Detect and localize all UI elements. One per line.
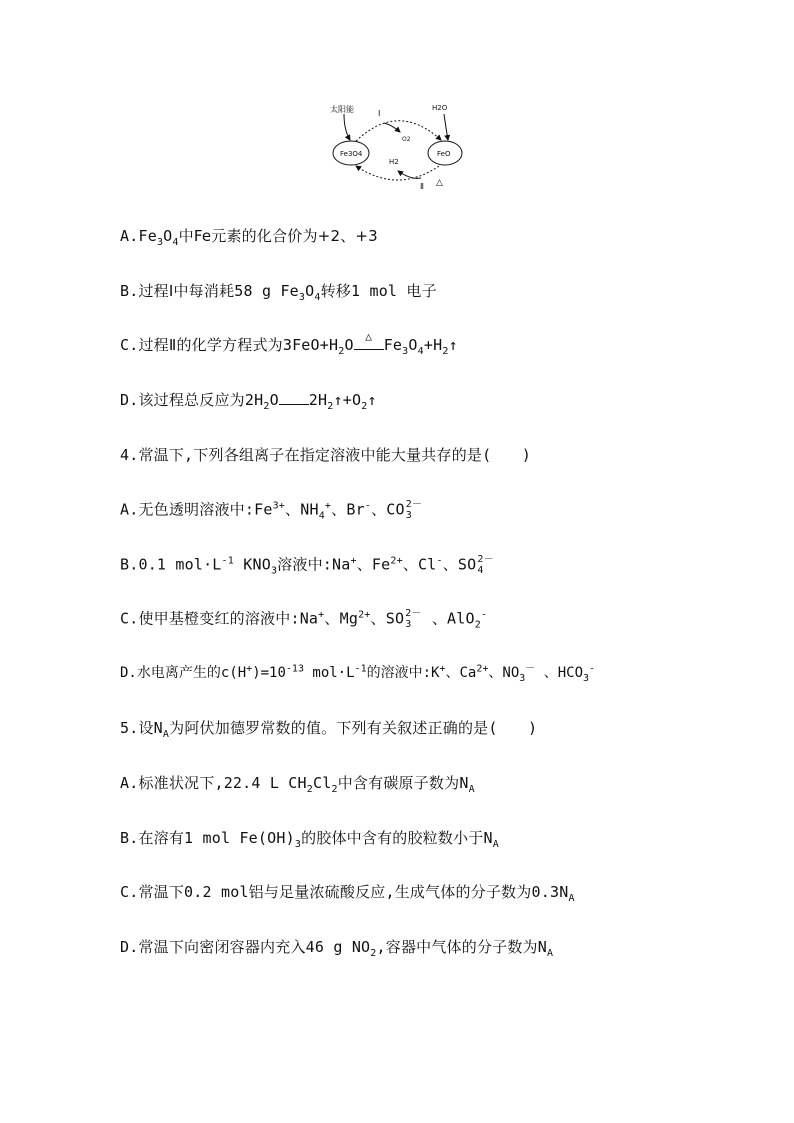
text: C.过程Ⅱ的化学方程式为3FeO+H [120,336,339,354]
charge-stack [477,554,493,576]
text: 的溶液中:K [366,665,440,681]
h2o-label: H2O [432,104,448,112]
delta-label: △ [436,178,443,188]
sub: 4 [477,565,484,576]
sup: + [439,663,446,675]
text: D.常温下向密闭容器内充入46 g NO [120,938,371,956]
text: B.0.1 mol·L [120,555,222,574]
feo-label: FeO [437,150,451,158]
sub: 2 [361,401,368,412]
h2-label: H2 [389,158,399,166]
q5-option-a [120,773,475,793]
heat-symbol: △ [365,330,373,343]
text: 、SO [370,609,405,628]
text: ↑ [367,391,377,409]
sub: 2 [474,619,481,631]
step2-label: Ⅱ [420,182,424,191]
charge: 2－ [405,499,423,510]
sup: － [525,663,536,675]
sub: 3 [583,672,590,684]
sub: 2 [327,401,334,412]
text: 的胶体中含有的胶粒数小于N [301,829,493,847]
sun-arrow [344,114,350,140]
text: C.使甲基橙变红的溶液中:Na [120,609,319,628]
sup: - [364,500,372,512]
q4-option-d [120,663,595,683]
q3-option-d [120,390,377,410]
sub: 2 [338,346,345,357]
sub: 3 [298,292,306,303]
sup: - [436,555,443,567]
o2-label: O2 [402,136,411,143]
text: ,容器中气体的分子数为N [376,938,547,956]
text: 、HCO [535,665,583,681]
sub: 3 [294,839,302,850]
h2o-arrow [444,114,448,140]
heat-equals-sign [354,330,384,350]
text: 中Fe元素的化合价为+2、+3 [178,227,378,245]
q5-option-c [120,882,575,902]
text: 溶液中:Na [277,555,351,574]
text: 、NO [488,665,520,681]
q4-stem [120,445,531,465]
text: 、Cl [402,555,437,574]
text: O [269,391,279,409]
text: D.该过程总反应为2H [120,391,264,409]
sub: A [546,948,554,959]
sub: 4 [318,510,325,522]
text: 2H [308,391,328,409]
text: 、Ca [445,665,477,681]
sub: 3 [405,619,412,630]
q5-stem [120,718,537,738]
text: B.过程Ⅰ中每消耗58 g Fe [120,282,299,300]
fe-cycle-diagram [326,96,476,196]
sub: 2 [442,346,449,357]
sup: + [324,500,332,512]
text: 、Fe [356,555,391,574]
text: )=10 [252,665,286,681]
q5-option-d [120,937,553,957]
sup: 2+ [390,555,403,567]
sub: A [492,839,499,850]
sub: 3 [156,237,164,248]
sub: 2 [370,948,377,959]
text: A.Fe [120,227,157,245]
sup: - [589,663,596,675]
text: O [305,282,315,300]
q4-option-a [120,499,423,521]
text: 为阿伏加德罗常数的值。下列有关叙述正确的是( ) [169,719,538,737]
text: O [163,227,173,245]
sub: 2 [306,784,314,795]
text: Cl [313,774,332,792]
text: A.标准状况下,22.4 L CH [120,774,307,792]
charge: 2－ [477,554,494,565]
q3-option-c [120,330,458,357]
o2-arrow [384,123,400,132]
sub: A [162,729,170,740]
text: 5.设N [120,719,163,737]
sub: 4 [172,237,179,248]
question-text: 4.常温下,下列各组离子在指定溶液中能大量共存的是( ) [120,446,531,464]
q4-option-c [120,608,487,630]
fe3o4-label: Fe3O4 [340,150,363,158]
text: ↑+O [333,391,362,409]
q5-option-b [120,828,499,848]
text: 中含有碳原子数为N [337,774,469,792]
text: 、SO [442,555,477,574]
text: 、Br [331,500,365,519]
sup: - [480,609,488,621]
text: Fe [383,336,403,354]
text: D.水电离产生的c(H [120,665,247,681]
sup: + [350,555,357,567]
sun-label: 太阳能 [330,105,354,114]
sub: 3 [519,672,526,684]
sup: 3+ [272,500,286,512]
sup: 2+ [476,663,489,675]
text: A.无色透明溶液中:Fe [120,500,273,519]
text: 、Mg [324,609,359,628]
sub: A [568,893,575,904]
equals-sign [279,394,309,405]
charge: 2－ [405,608,422,619]
sub: 3 [402,346,409,357]
text: mol·L [303,665,355,681]
text: 、NH [285,500,319,519]
sub: A [468,784,475,795]
sub: 2 [263,401,270,412]
sub: 3 [270,565,278,577]
charge-stack [405,608,421,630]
sup: -1 [354,663,367,675]
sub: 3 [405,510,412,521]
sub: 4 [417,346,424,357]
lower-arc [356,166,439,180]
charge-stack [406,499,422,521]
q4-option-b [120,554,495,576]
sup: 2+ [358,609,371,621]
text: 转移1 mol 电子 [320,282,437,300]
text: KNO [234,555,271,574]
sub: 2 [331,784,338,795]
sup: + [246,663,253,675]
sup: -1 [221,555,234,567]
text: +H [423,336,443,354]
sup: + [318,609,325,621]
sup: -13 [285,663,304,675]
text: ↑ [448,336,458,354]
step1-label: Ⅰ [378,109,381,118]
sub: 4 [314,292,321,303]
text: 、AlO [422,609,475,628]
text: C.常温下0.2 mol铝与足量浓硫酸反应,生成气体的分子数为0.3N [120,883,569,901]
text: O [344,336,354,354]
text: 、CO [371,500,405,519]
text: B.在溶有1 mol Fe(OH) [120,829,295,847]
text: O [408,336,418,354]
q3-option-b [120,281,437,301]
q3-option-a [120,226,378,246]
